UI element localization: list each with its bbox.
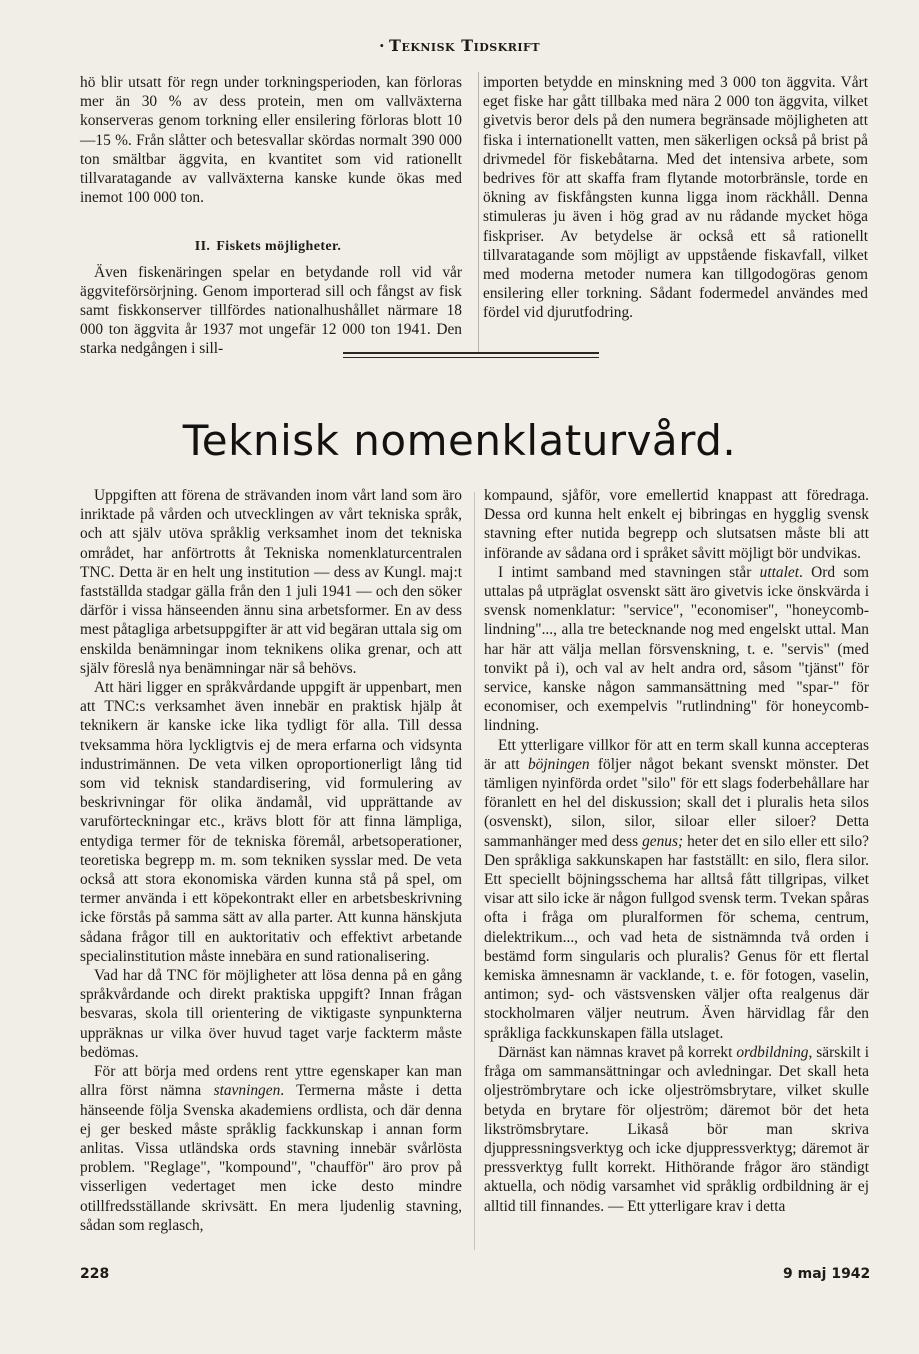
paragraph	[484, 736, 869, 1043]
section-divider	[343, 352, 599, 358]
journal-title: Teknisk Tidskrift	[389, 36, 541, 55]
emphasis: genus;	[642, 832, 684, 850]
text-run: . Ord som uttalas på utpräglat osvenskt sätt äro givetvis icke önskvärda i svensk nomenklatur: "service", "economiser", "honeycomb-lindning"..., alla tre betecknande nog med engelskt uttal. Man har här att välja mellan försvenskning, t. e. "servis" (med tonvikt på i), och val av helt andra ord, såsom "tjänst" för service, kanske någon sammansättning med "spar-" för economiser, och exempelvis "rutlindning" för honeycomb-lindning.	[484, 563, 869, 735]
paragraph	[80, 1062, 462, 1235]
text-run: För att börja med ordens rent yttre egenskaper kan man allra först nämna	[80, 1063, 462, 1100]
running-header	[0, 36, 919, 55]
emphasis: uttalet	[759, 563, 799, 581]
issue-date: 9 maj 1942	[783, 1266, 871, 1282]
paragraph: kompaund, sjåför, vore emellertid knappast att föredraga. Dessa ord kunna helt enkelt ej bibringas en hygglig svensk stavning efter nutida begrepp och slutsatsen måste bli att införande av sådana ord i språket såvitt möjligt bör undvikas.	[484, 487, 869, 562]
article-left-column	[80, 486, 462, 1235]
paragraph	[484, 563, 869, 736]
paragraph: Uppgiften att förena de strävanden inom vårt land som äro inriktade på vården och utvecklingen av vårt tekniska språk, och att själv utöva språklig verksamhet inom det tekniska området, har anförtrotts åt Tekniska nomenklaturcentralen TNC. Detta är en helt ung institution — dess av Kungl. maj:t fastställda stadgar gälla från den 1 juli 1941 — och den söker därför i vissa hänseenden ännu sina arbetsformer. En av dess mest påtagliga arbetsuppgifter är att vid begäran uttala sig om enskilda benämningar inom teknikens olika grenar, och att själv föreslå nya benämningar när så behövs.	[80, 487, 462, 677]
text-run: I intimt samband med stavningen står	[498, 563, 760, 581]
text-run: Därnäst kan nämnas kravet på korrekt	[498, 1043, 737, 1061]
section-subheading	[80, 237, 462, 256]
top-column-divider	[478, 72, 479, 352]
top-left-column	[80, 73, 462, 359]
paragraph: importen betydde en minskning med 3 000 ton äggvita. Vårt eget fiske har gått tillbaka med nära 2 000 ton äggvita, vilket givetvis beror dels på den numera begränsade möjligheten att fiska i internationellt vatten, men säkerligen också på brist på drivmedel för fiskebåtarna. Med det intensiva arbete, som bedrives för att skaffa fram flytande motorbränsle, torde en ökning av fiskfångsten kunna ligga inom räckhåll. Denna stimuleras ju även i hög grad av nu rådande mycket höga fiskpriser. Av betydelse är också ett så rationellt tillvaratagande som möjligt av uppstående fiskavfall, vilket med moderna metoder numera kan tillgodogöras genom ensilering eller torkning. Sådant fodermedel användes med fördel vid djurutfodring.	[483, 74, 868, 322]
text-run: Ett ytterligare villkor för att en term skall kunna accepteras är att	[484, 736, 869, 773]
subheading-text: Fiskets möjligheter.	[216, 239, 342, 255]
text-run: . Termerna måste i detta hänseende följa Svenska akademiens ordlista, och där denna ej ger besked måste språklig fackkunskap i annan form anlitas. Vissa utländska ords stavning innebär svårlösta problem. "Reglage", "kompound", "chaufför" äro prov på visserligen vedertaget men icke desto mindre otillfredsställande skrivsätt. En mera ljudenlig stavning, sådan som reglasch,	[80, 1082, 462, 1234]
text-run: heter det en silo eller ett silo? Den språkliga sakkunskapen har fastställt: en silo, flera silor. Ett speciellt böjningsschema har alltså fått tillgripas, vilket visar att silo icke är någon fullgod svensk term. Tvekan spåras ofta i fråga om pluralformen för schema, centrum, dielektrikum..., och vad heta de sistnämnda två orden i bestämd form singularis och pluralis? Genus för ett flertal kemiska ämnesnamn är vacklande, t. e. för fotogen, vaselin, antimon; syd- och västsvensken väljer ofta realgenus där stockholmaren väljer neutrum. Även härvidlag får den språkliga fackkunskapen fälla utslaget.	[484, 832, 869, 1042]
paragraph: hö blir utsatt för regn under torkningsperioden, kan förloras mer än 30 % av dess protein, men om vallväxterna konserveras genom torkning eller ensilering förloras blott 10—15 %. Från slåtter och betesvallar skördas normalt 390 000 ton smältbar äggvita, en kvantitet som vid rationellt tillvaratagande av vallväxterna kanske kunde ökas med inemot 100 000 ton.	[80, 74, 462, 207]
emphasis: ordbildning	[736, 1043, 809, 1061]
paragraph: Att häri ligger en språkvårdande uppgift är uppenbart, men att TNC:s verksamhet även innebär en praktisk hjälp åt teknikern är kanske icke lika tydligt för alla. Till dessa tveksamma höra lyckligtvis ej de mera erfarna och vidsynta industrimännen. De veta vilken oproportionerligt lång tid som vid teknisk standardisering, vid formulering av beskrivningar för olika ändamål, vid upprättande av varuförteckningar etc., krävs blott för att finna lämpliga, entydiga termer för de tekniska föremål, arbetsoperationer, teoretiska begrepp m. m. som tekniken sysslar med. De veta också att stora ekonomiska värden kunna stå på spel, om termer använda i ett köpekontrakt eller en arbetsbeskrivning icke förstås på samma sätt av alla parter. Att kunna hänskjuta sådana frågor till en auktoritativ och effektivt arbetande specialinstitution måste innebära en sund rationalisering.	[80, 679, 462, 965]
top-right-column	[483, 73, 868, 323]
paragraph: Vad har då TNC för möjligheter att lösa denna på en gång språkvårdande och direkt praktiska uppgift? Innan frågan besvaras, skola till orientering de viktigaste synpunkterna uppräknas ur vilka över huvud taget varje fackterm måste bedömas.	[80, 967, 462, 1061]
paragraph	[484, 1043, 869, 1216]
article-title: Teknisk nomenklaturvård.	[182, 416, 737, 465]
paragraph: Även fiskenäringen spelar en betydande roll vid vår äggviteförsörjning. Genom importerad sill och fångst av fisk samt fiskkonserver tillfördes nationalhushållet närmare 18 000 ton äggvita år 1937 mot ungefär 12 000 ton 1941. Den starka nedgången i sill-	[80, 263, 462, 358]
text-run: , särskilt i fråga om sammansättningar och avledningar. Det skall heta oljeströmbrytare och icke oljeströmsbrytare, vilket skulle betyda en brytare för oljeström; däremot bör det heta likströmsbrytare. Likaså bör man skriva djuppressningsverktyg och icke djuppressverktyg; däremot är pressverktyg fullt korrekt. Hithörande frågor äro ständigt aktuella, och nödig varsamhet vid språklig ordbildning är ej alltid till finnandes. — Ett ytterligare krav i detta	[484, 1043, 870, 1215]
header-dot: ·	[378, 36, 386, 55]
article-right-column	[484, 486, 869, 1216]
page-number: 228	[80, 1266, 110, 1282]
text-run: följer något bekant svenskt mönster. Det tämligen nyinförda ordet "silo" för ett slags foderbehållare har föranlett en hel del diskussion; skall det i pluralis heta silos (osvenskt), silon, silor, siloar eller siloer? Detta sammanhänger med dess	[484, 755, 869, 850]
subheading-number: II.	[194, 239, 211, 255]
article-column-divider	[474, 492, 475, 1250]
emphasis: stavningen	[213, 1082, 281, 1100]
emphasis: böjningen	[527, 755, 590, 773]
